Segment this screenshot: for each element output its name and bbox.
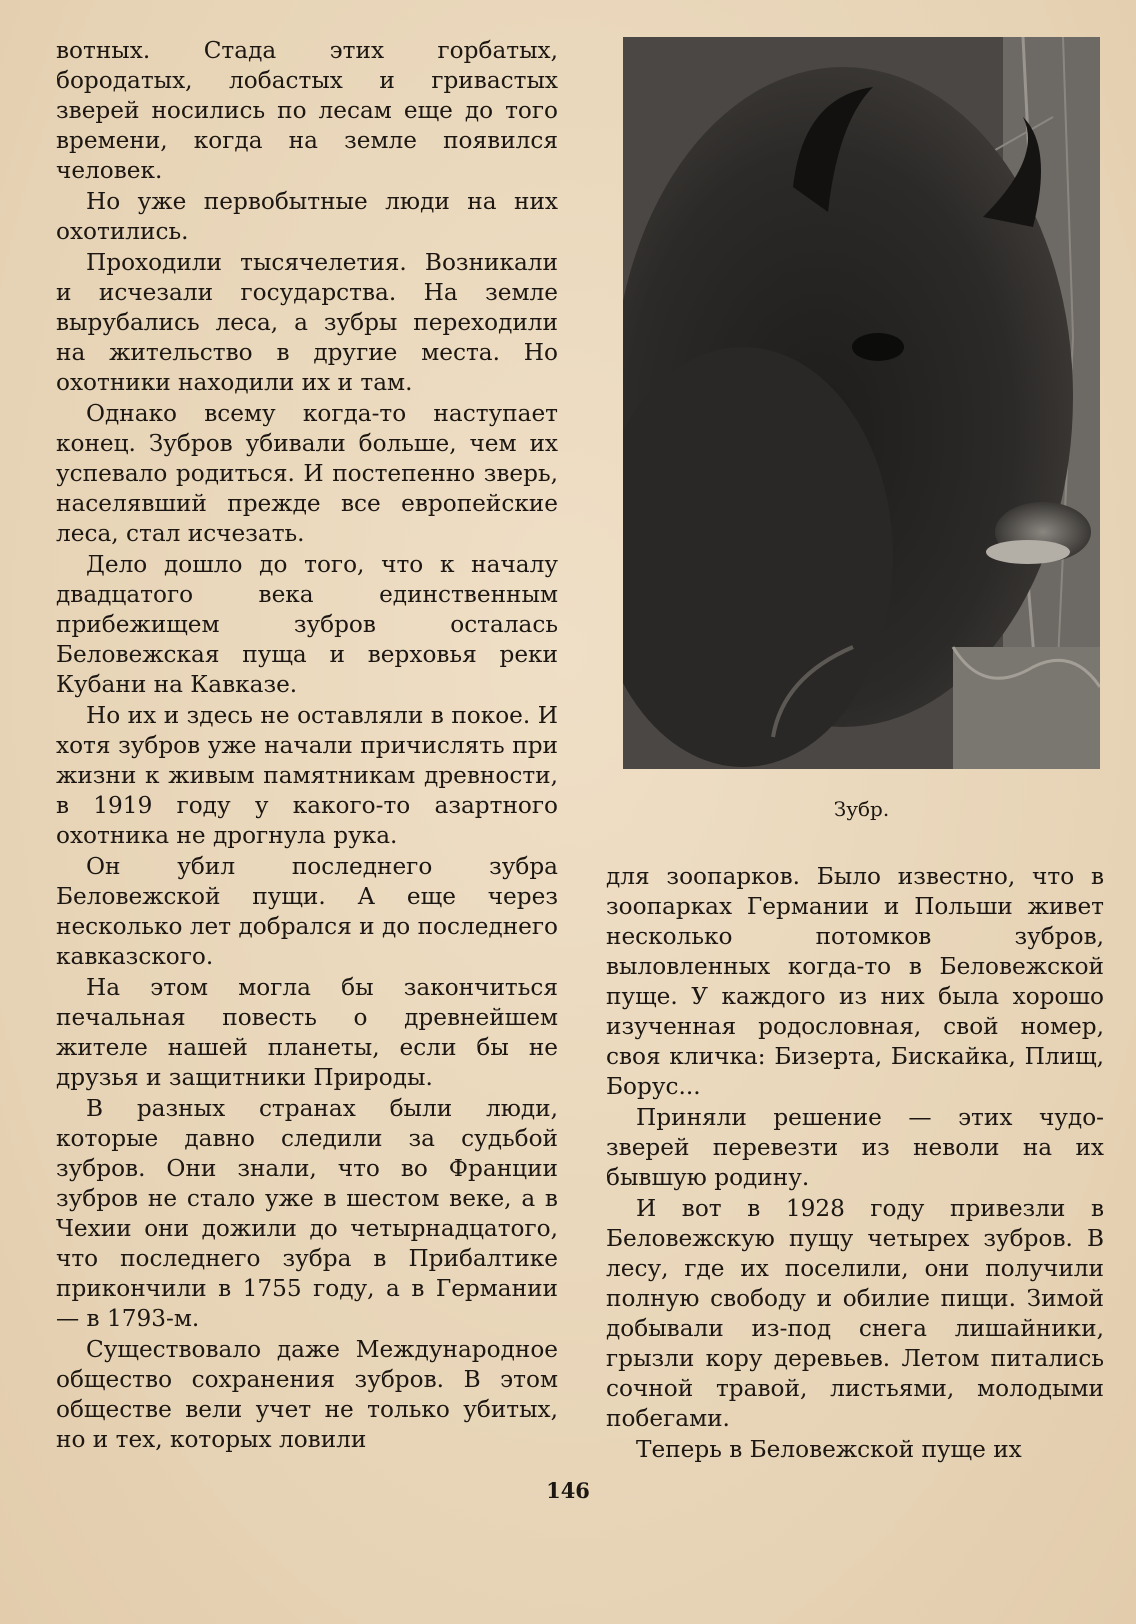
page-number: 146 [546, 1478, 590, 1503]
bison-head-illustration [623, 37, 1100, 769]
paragraph: На этом могла бы закончиться печальная повесть о древнейшем жителе нашей планеты, если бы не друзья и защитники Природы. [56, 974, 558, 1091]
paragraph: В разных странах были люди, которые давно следили за судьбой зубров. Они знали, что во Франции зубров не стало уже в шестом веке, а в Чехии они дожили до четырнадцатого, что последнего зубра в Прибалтике прикончили в 1755 году, а в Германии — в 1793-м. [56, 1095, 558, 1332]
bison-photo [623, 37, 1100, 769]
paragraph: Но их и здесь не оставляли в покое. И хотя зубров уже начали причислять при жизни к живым памятникам древности, в 1919 году у какого-то азартного охотника не дрогнула рука. [56, 702, 558, 849]
paragraph: Существовало даже Международное общество сохранения зубров. В этом обществе вели учет не только убитых, но и тех, которых ловили [56, 1336, 558, 1453]
paragraph: для зоопарков. Было известно, что в зоопарках Германии и Польши живет несколько потомков зубров, выловленных когда-то в Беловежской пуще. У каждого из них была хорошо изученная родословная, свой номер, своя кличка: Бизерта, Бискайка, Плищ, Борус... [606, 863, 1104, 1100]
paragraph: Однако всему когда-то наступает конец. Зубров убивали больше, чем их успевало родиться. И постепенно зверь, населявший прежде все европейские леса, стал исчезать. [56, 400, 558, 547]
paragraph: Он убил последнего зубра Беловежской пущи. А еще через несколько лет добрался и до последнего кавказского. [56, 853, 558, 970]
paragraph: Дело дошло до того, что к началу двадцатого века единственным прибежищем зубров осталась Беловежская пуща и верховья реки Кубани на Кавказе. [56, 551, 558, 698]
photo-caption: Зубр. [833, 797, 890, 821]
paragraph: Теперь в Беловежской пуще их [636, 1436, 1022, 1463]
paragraph: вотных. Стада этих горбатых, бородатых, лобастых и гривастых зверей носились по лесам еще до того времени, когда на земле появился человек. [56, 37, 558, 184]
left-column [56, 36, 558, 1456]
paragraph: Но уже первобытные люди на них охотились. [56, 188, 558, 245]
paragraph: И вот в 1928 году привезли в Беловежскую пущу четырех зубров. В лесу, где их поселили, они получили полную свободу и обилие пищи. Зимой добывали из-под снега лишайники, грызли кору деревьев. Летом питались сочной травой, листьями, молодыми побегами. [606, 1195, 1104, 1432]
right-column [606, 862, 1104, 1466]
paragraph: Проходили тысячелетия. Возникали и исчезали государства. На земле вырубались леса, а зубры переходили на жительство в другие места. Но охотники находили их и там. [56, 249, 558, 396]
paragraph: Приняли решение — этих чудо-зверей перевезти из неволи на их бывшую родину. [606, 1104, 1104, 1191]
